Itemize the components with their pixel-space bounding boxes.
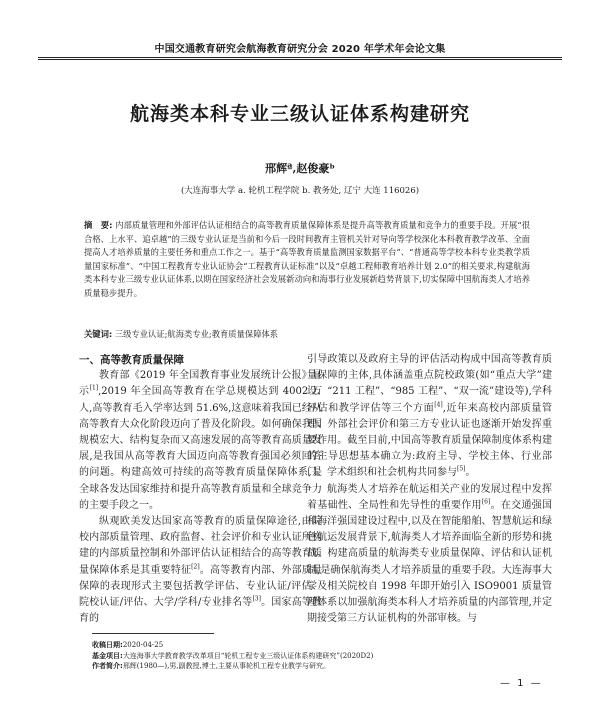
header-rule-thin <box>38 59 562 60</box>
paragraph: 教育部《2019 年全国教育事业发展统计公报》显示[1],2019 年全国高等教育在学总规模达到 4002 万人,高等教育毛入学率达到 51.6%,这意味着我国已经从高等教育大众化阶段迈向了普及化阶段。如何确保我国规模宏大、结构复杂而又高速发展的高等教育高质量发展,是我国从高等教育大国迈向高等教育强国必须回答的问题。构建高效可持续的高等教育质量保障体系,是全球各发达国家维持和提升高等教育质量和全球竞争力的主要手段之一。 <box>79 370 322 511</box>
page-number: — 1 — <box>500 678 543 689</box>
footnote-author: 作者简介:邢辉(1980—),男,副教授,博士,主要从事轮机工程专业教学与研究。 <box>92 662 330 670</box>
footnote-fund: 基金项目:大连海事大学教育教学改革项目“轮机工程专业三级认证体系构建研究”(2020D2) <box>92 651 374 660</box>
keywords-label: 关键词: <box>84 329 113 339</box>
paragraph: 航海类人才培养在航运相关产业的发展过程中发挥着基础性、全局性和先导性的重要作用[6]。在交通强国和海洋强国建设过程中,以及在智能船舶、智慧航运和绿色航运发展背景下,航海类人才培养面临全新的形势和挑战。构建高质量的航海类专业质量保障、评估和认证机制,是确保航海类人才培养质量的重要手段。大连海事大学及相关院校自 1998 年即开始引入 ISO9001 质量管理体系以加强航海类本科人才培养质量的内部管理,并定期接受第三方认证机构的外部审核。与 <box>307 483 553 625</box>
paragraph: 纵观欧美发达国家高等教育的质量保障途径,由院校内部质量管理、政府监督、社会评价和专业认证所构建的内部质量控制和外部评估认证相结合的高等教育质量保障体系是其重要特征[2]。高等教育内部、外部质量保障的表现形式主要包括教学评估、专业认证/评估、院校认证/评估、大学/学科/专业排名等[3]。国家高等教育的 <box>79 516 323 625</box>
citation: [3] <box>252 595 261 603</box>
abstract <box>84 219 530 301</box>
citation: [4] <box>434 401 443 409</box>
abstract-text: 内部质量管理和外部评估认证相结合的高等教育质量保障体系是提升高等教育质量和竞争力的重要手段。开展“很合格、上水平、追卓越”的三级专业认证是当前和今后一段时间教育主管机关针对导向等学校深化本科教育教学改革、全面提高人才培养质量的主要任务和重点工作之一。基于“高等教育质量监测国家数据平台”、“普通高等学校本科专业类教学质量国家标准”、“中国工程教育专业认证协会“工程教育认证标准”以及“卓越工程师教育培养计划 2.0”的相关要求,构建航海类本科专业三级专业认证体系,以期在国家经济社会发展新动向和海事行业发展新趋势背景下,切实保障中国航海类人才培养质量稳步提升。 <box>84 220 531 298</box>
paper-authors: 邢辉ª,赵俊豪ᵇ <box>265 162 335 175</box>
left-column <box>79 352 322 627</box>
citation: [1] <box>89 385 99 393</box>
header-rule <box>38 57 562 58</box>
paper-title: 航海类本科专业三级认证体系构建研究 <box>129 103 470 125</box>
paragraph: 引导政策以及政府主导的评估活动构成中国高等教育质量保障的主体,具体涵盖重点院校政策(如“重点大学”建设、“211 工程”、“985 工程”、“双一流”建设等),学科评估和教学评估等三个方面[4],近年来高校内部质量管理、外部社会评价和第三方专业认证也逐渐开始发挥重要作用。截至目前,中国高等教育质量保障制度体系构建的主导思想基本确立为:政府主导、学校主体、行业部门、学术组织和社会机构共同参与[5]。 <box>307 354 552 479</box>
footnote-rule <box>92 633 214 634</box>
citation: [2] <box>191 563 200 571</box>
keywords-text: 三级专业认证;航海类专业;教育质量保障体系 <box>114 329 279 339</box>
citation: [5] <box>457 466 466 474</box>
keywords <box>84 328 530 341</box>
abstract-label: 摘 要: <box>84 220 113 230</box>
citation: [6] <box>481 498 491 506</box>
paper-affiliation: (大连海事大学 a. 轮机工程学院 b. 教务处, 辽宁 大连 116026) <box>180 186 420 196</box>
running-head: 中国交通教育研究会航海教育研究分会 2020 年学术年会论文集 <box>154 44 446 55</box>
right-column <box>307 352 552 627</box>
footnotes <box>92 640 532 672</box>
section-heading: 一、高等教育质量保障 <box>79 354 184 366</box>
footnote-received: 收稿日期:2020-04-25 <box>92 641 164 649</box>
